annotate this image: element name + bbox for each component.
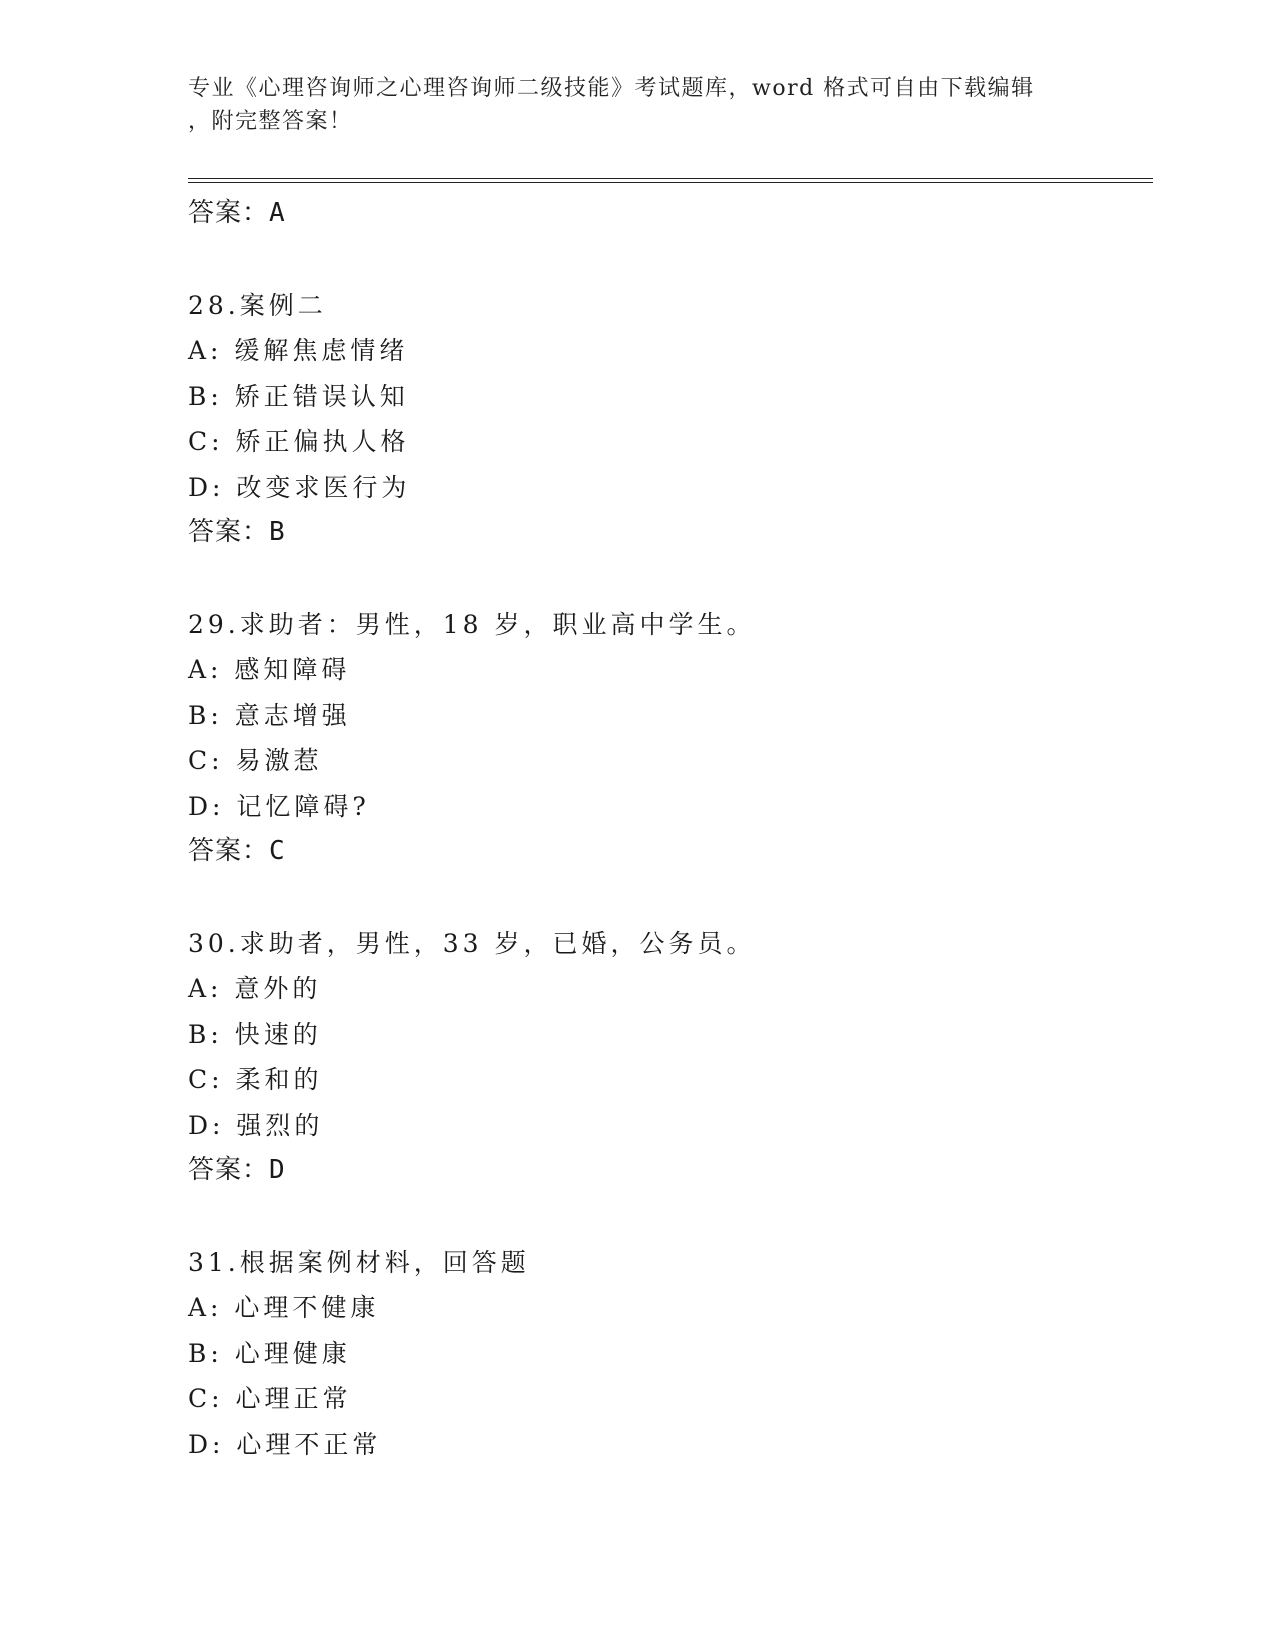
question-stem: 30.求助者，男性，33 岁，已婚，公务员。 bbox=[188, 928, 756, 958]
option-b: B: 意志增强 bbox=[188, 700, 351, 730]
answer-line: 答案：A bbox=[188, 198, 286, 228]
question-stem: 29.求助者：男性，18 岁，职业高中学生。 bbox=[188, 609, 756, 639]
option-a: A: 心理不健康 bbox=[188, 1293, 380, 1322]
spacer bbox=[188, 556, 1148, 602]
option-d: D: 记忆障碍? bbox=[188, 791, 370, 821]
answer-line: 答案：C bbox=[188, 836, 286, 866]
answer-line: 答案：B bbox=[188, 517, 286, 547]
option-c: C: 心理正常 bbox=[188, 1384, 352, 1413]
option-d: D: 改变求医行为 bbox=[188, 472, 411, 502]
option-a: A: 缓解焦虑情绪 bbox=[188, 336, 409, 365]
question-stem: 31.根据案例材料，回答题 bbox=[188, 1247, 530, 1277]
spacer bbox=[188, 1194, 1148, 1240]
option-c: C: 矫正偏执人格 bbox=[188, 427, 410, 456]
header-rule-bottom bbox=[188, 182, 1153, 183]
question-block bbox=[188, 1240, 1148, 1468]
question-block bbox=[188, 283, 1148, 556]
option-a: A: 感知障碍 bbox=[188, 655, 351, 684]
document-header bbox=[188, 72, 1068, 138]
spacer bbox=[188, 875, 1148, 921]
option-c: C: 柔和的 bbox=[188, 1065, 323, 1094]
spacer bbox=[188, 237, 1148, 283]
option-b: B: 矫正错误认知 bbox=[188, 381, 409, 411]
question-block bbox=[188, 921, 1148, 1194]
option-d: D: 强烈的 bbox=[188, 1110, 324, 1140]
header-line-2: ，附完整答案！ bbox=[188, 109, 353, 134]
answer-line: 答案：D bbox=[188, 1155, 286, 1185]
header-line-1: 专业《心理咨询师之心理咨询师二级技能》考试题库，word 格式可自由下载编辑 bbox=[188, 76, 1035, 101]
question-list bbox=[188, 191, 1148, 1467]
header-rule-top bbox=[188, 178, 1153, 179]
option-d: D: 心理不正常 bbox=[188, 1429, 382, 1459]
question-stem: 28.案例二 bbox=[188, 290, 327, 320]
question-block bbox=[188, 602, 1148, 875]
option-a: A: 意外的 bbox=[188, 974, 322, 1003]
option-b: B: 快速的 bbox=[188, 1019, 322, 1049]
option-b: B: 心理健康 bbox=[188, 1338, 351, 1368]
option-c: C: 易激惹 bbox=[188, 746, 323, 775]
